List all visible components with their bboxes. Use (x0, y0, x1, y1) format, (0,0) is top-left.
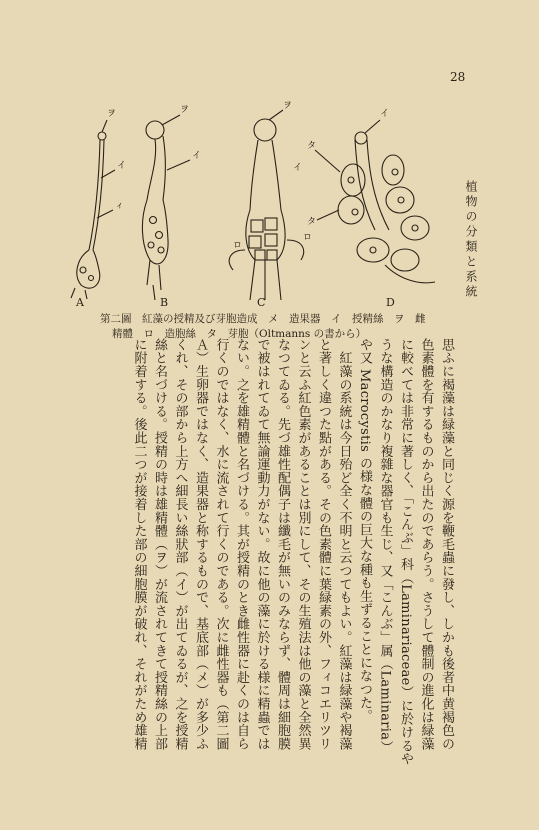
panel-a-drawing (71, 120, 115, 299)
callout-label: ヲ (283, 101, 293, 111)
page-number: 28 (450, 70, 466, 84)
callout-label: タ (307, 217, 317, 227)
text-column: 行くのではなく、水に流されて行くのである。次に雌性器も（第二圖 (213, 338, 229, 751)
callout-label: イ (293, 163, 303, 173)
text-column: に附着する。後此二つが接着した部の細胞膜が破れ、それがため雄精 (131, 338, 147, 751)
text-column: Ａ）生卵器ではなく、造果器と称するもので、基底部（メ）が多少ふ (193, 338, 208, 751)
panel-letter-b: B (160, 296, 169, 309)
callout-label: ヲ (180, 105, 190, 115)
panel-b-drawing (142, 115, 190, 300)
panel-c-drawing (229, 110, 303, 300)
text-column: くれ、その部から上方へ細長い絲狀部（イ）が出てゐるが、之を授精 (172, 338, 188, 751)
text-column: うな構造のかなり複雜な器官も生じ、又「こんぶ」属（Laminaria） (377, 338, 393, 754)
callout-label: イ (117, 161, 127, 171)
text-column: ンと云ふ紅色素があることは別にして、その生殖法は他の藻と全然異 (295, 338, 311, 751)
text-column: なつてゐる。先づ雄性配偶子は纖毛が無いのみならず、體周は細胞膜 (275, 338, 290, 751)
algae-illustration (55, 100, 440, 300)
text-column: で被はれてゐて無論運動力がない。故に他の藻に於ける様に精蟲では (254, 338, 270, 751)
callout-label: タ (307, 141, 317, 151)
text-column: 紅藻の系統は今日殆ど全く不明と云つてもよい。紅藻は緑藻や褐藻 (336, 338, 352, 751)
text-column: 絲と名づける。授精の時は雄精體（ヲ）が流されてきて授精絲の上部 (152, 338, 167, 751)
callout-label: ィ (115, 201, 125, 211)
callout-label: イ (192, 151, 202, 161)
text-column: 思ふに褐藻は緑藻と同じく源を鞭毛蟲に發し、しかも後者中黄褐色の (439, 338, 454, 751)
panel-d-drawing (315, 120, 435, 283)
running-head: 植物の分類と系統 (464, 180, 478, 300)
figure-caption-line-2: 精體 ロ 造胞絲 タ 芽胞（Oltmanns の書から） (112, 328, 367, 340)
panel-letter-d: D (386, 296, 395, 309)
text-column: ない。之を雄精體と名づける。其が授精のとき雌性器に赴くのは自ら (234, 338, 249, 751)
text-column: に較べては非常に著しく、「こんぶ」科（Laminariaceae）に於けるや (398, 338, 413, 766)
figure-caption-line-1: 第二圖 紅藻の授精及び芽胞造成 メ 造果器 イ 授精絲 ヲ 雌 (100, 313, 426, 325)
callout-label: イ (380, 109, 390, 119)
text-column: と著しく違つた點がある。その色素體に葉緑素の外、フィコエリツリ (316, 338, 331, 751)
body-text (44, 338, 456, 804)
panel-letter-c: C (257, 296, 266, 309)
text-column: 色素體を有するものから出たのであらう。さうして體制の進化は緑藻 (418, 338, 434, 751)
callout-label: ロ (303, 233, 313, 243)
text-column: や又 Macrocystis の様な體の巨大な種も生ずることになつた。 (357, 338, 372, 723)
panel-letter-a: A (76, 296, 84, 309)
callout-label: ヲ (107, 109, 117, 119)
callout-label: ロ (233, 241, 243, 251)
